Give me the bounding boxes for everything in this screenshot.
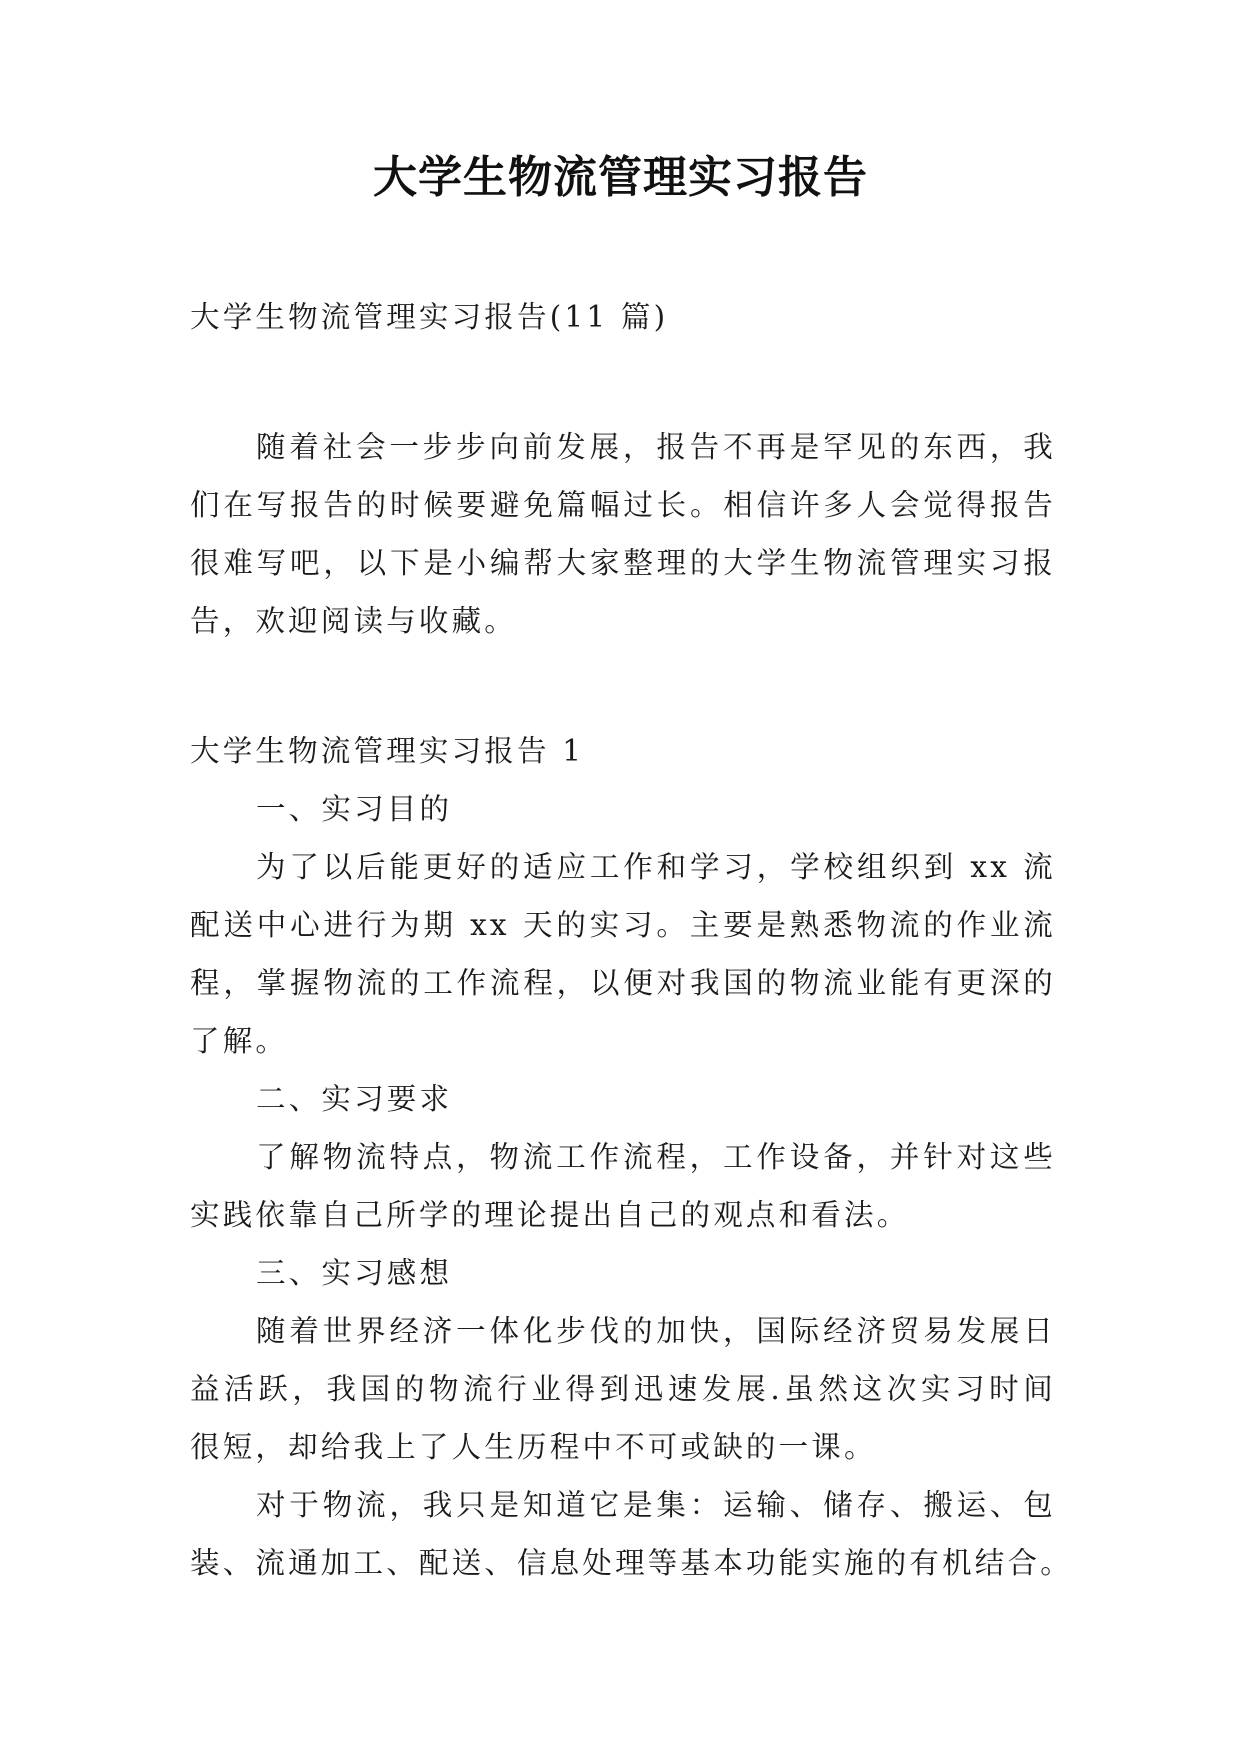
paragraph-line: 随着社会一步步向前发展，报告不再是罕见的东西，我 (256, 430, 1056, 464)
purpose-paragraph (190, 838, 1056, 1070)
feeling-paragraph-2 (190, 1476, 1073, 1592)
document-title: 大学生物流管理实习报告 (373, 152, 868, 203)
document-body (190, 288, 1073, 1592)
paragraph-line: 为了以后能更好的适应工作和学习，学校组织到 xx 流 (256, 850, 1056, 884)
paragraph-line: 益活跃，我国的物流行业得到迅速发展.虽然这次实习时间 (190, 1372, 1056, 1406)
paragraph-line: 配送中心进行为期 xx 天的实习。主要是熟悉物流的作业流 (190, 908, 1056, 942)
paragraph-line: 告，欢迎阅读与收藏。 (190, 604, 518, 638)
section-heading: 大学生物流管理实习报告 1 (190, 734, 585, 768)
feeling-heading: 三、实习感想 (256, 1256, 453, 1290)
requirement-paragraph (190, 1128, 1056, 1244)
paragraph-line: 了解。 (190, 1024, 289, 1058)
document-subtitle: 大学生物流管理实习报告(11 篇) (190, 300, 669, 334)
requirement-heading: 二、实习要求 (256, 1082, 453, 1116)
paragraph-line: 随着世界经济一体化步伐的加快，国际经济贸易发展日 (256, 1314, 1056, 1348)
paragraph-line: 装、流通加工、配送、信息处理等基本功能实施的有机结合。 (190, 1546, 1073, 1580)
intro-paragraph (190, 418, 1056, 650)
purpose-heading: 一、实习目的 (256, 792, 453, 826)
paragraph-line: 很短，却给我上了人生历程中不可或缺的一课。 (190, 1430, 877, 1464)
paragraph-line: 对于物流，我只是知道它是集：运输、储存、搬运、包 (256, 1488, 1056, 1522)
paragraph-line: 程，掌握物流的工作流程，以便对我国的物流业能有更深的 (190, 966, 1056, 1000)
paragraph-line: 了解物流特点，物流工作流程，工作设备，并针对这些 (256, 1140, 1056, 1174)
paragraph-line: 很难写吧，以下是小编帮大家整理的大学生物流管理实习报 (190, 546, 1056, 580)
paragraph-line: 们在写报告的时候要避免篇幅过长。相信许多人会觉得报告 (190, 488, 1056, 522)
feeling-paragraph-1 (190, 1302, 1056, 1476)
paragraph-line: 实践依靠自己所学的理论提出自己的观点和看法。 (190, 1198, 910, 1232)
